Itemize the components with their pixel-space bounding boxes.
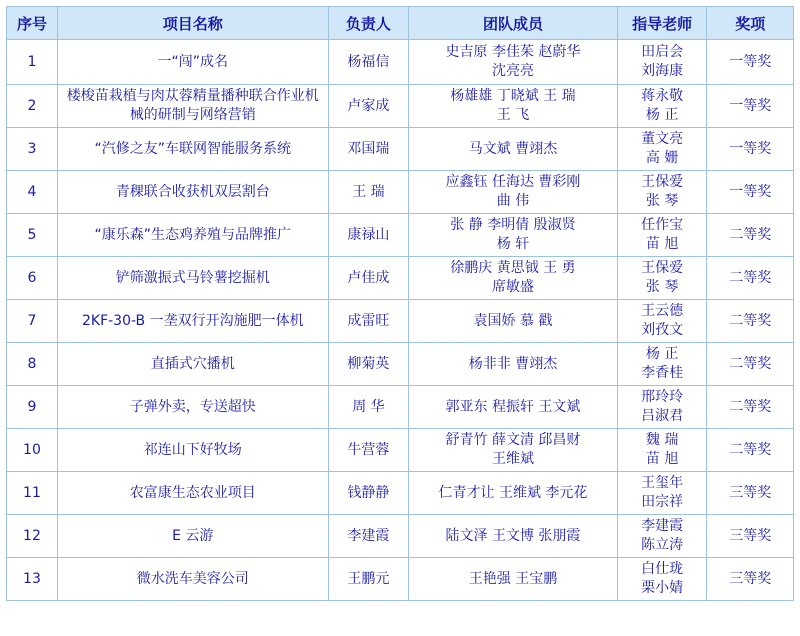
cell-tutor-line: 刘海康 — [641, 63, 684, 79]
header-row — [7, 7, 794, 40]
cell-award: 三等奖 — [707, 558, 794, 601]
cell-award: 一等奖 — [707, 85, 794, 128]
cell-award: 二等奖 — [707, 214, 794, 257]
cell-no: 7 — [7, 300, 58, 343]
cell-tutor — [617, 472, 707, 515]
cell-tutor-line: 田宗祥 — [641, 494, 684, 510]
cell-team — [409, 343, 618, 386]
cell-team-line: 杨非非 曹翊杰 — [468, 355, 558, 372]
cell-leader: 王鹏元 — [328, 558, 408, 601]
cell-project: 青稞联合收获机双层割台 — [57, 171, 328, 214]
header-leader: 负责人 — [328, 7, 408, 40]
cell-tutor-line: 张 琴 — [645, 193, 679, 209]
header-project: 项目名称 — [57, 7, 328, 40]
cell-tutor-line: 王玺年 — [641, 475, 684, 491]
cell-award: 二等奖 — [707, 386, 794, 429]
cell-tutor — [617, 300, 707, 343]
table-row — [7, 128, 794, 171]
cell-team-line: 袁国娇 慕 戳 — [473, 312, 553, 329]
cell-team — [409, 300, 618, 343]
cell-no: 8 — [7, 343, 58, 386]
cell-tutor-line: 吕淑君 — [641, 408, 684, 424]
cell-tutor — [617, 40, 707, 85]
cell-award: 三等奖 — [707, 472, 794, 515]
cell-award: 二等奖 — [707, 300, 794, 343]
cell-team — [409, 214, 618, 257]
cell-team — [409, 386, 618, 429]
cell-award: 一等奖 — [707, 40, 794, 85]
cell-tutor-line: 王保爱 — [641, 260, 684, 276]
header-team: 团队成员 — [409, 7, 618, 40]
table-row — [7, 515, 794, 558]
cell-team-line: 应鑫钰 任海达 曹彩刚 — [445, 174, 581, 190]
cell-no: 13 — [7, 558, 58, 601]
cell-tutor — [617, 343, 707, 386]
cell-project: 一“闯”成名 — [57, 40, 328, 85]
table-row — [7, 343, 794, 386]
table-row — [7, 40, 794, 85]
cell-team-line: 王维斌 — [491, 451, 534, 467]
header-tutor: 指导老师 — [617, 7, 707, 40]
cell-tutor — [617, 429, 707, 472]
cell-team — [409, 558, 618, 601]
cell-leader: 成雷旺 — [328, 300, 408, 343]
cell-team-line: 曲 伟 — [496, 193, 530, 209]
cell-tutor — [617, 257, 707, 300]
cell-tutor-line: 张 琴 — [645, 279, 679, 295]
cell-team-line: 杨 轩 — [496, 236, 530, 252]
table-row — [7, 386, 794, 429]
cell-team-line: 陆文泽 王文博 张朋霞 — [445, 527, 581, 544]
cell-project: 祁连山下好牧场 — [57, 429, 328, 472]
cell-tutor — [617, 171, 707, 214]
cell-no: 9 — [7, 386, 58, 429]
cell-no: 2 — [7, 85, 58, 128]
cell-tutor-line: 苗 旭 — [645, 451, 679, 467]
cell-tutor-line: 苗 旭 — [645, 236, 679, 252]
cell-team-line: 徐鹏庆 黄思钺 王 勇 — [450, 260, 576, 276]
cell-leader: 卢佳成 — [328, 257, 408, 300]
cell-tutor-line: 董文亮 — [641, 131, 684, 147]
cell-team — [409, 429, 618, 472]
cell-team-line: 王艳强 王宝鹏 — [468, 570, 558, 587]
cell-tutor-line: 白仕珑 — [641, 561, 684, 577]
cell-team-line: 杨雄雄 丁晓斌 王 瑞 — [450, 88, 576, 104]
cell-tutor-line: 任作宝 — [641, 217, 684, 233]
cell-team — [409, 85, 618, 128]
header-award: 奖项 — [707, 7, 794, 40]
cell-leader: 王 瑞 — [328, 171, 408, 214]
cell-tutor — [617, 386, 707, 429]
cell-project: E 云游 — [57, 515, 328, 558]
table-row — [7, 257, 794, 300]
cell-tutor-line: 王云德 — [641, 303, 684, 319]
cell-team — [409, 257, 618, 300]
cell-award: 二等奖 — [707, 429, 794, 472]
cell-tutor — [617, 85, 707, 128]
cell-leader: 周 华 — [328, 386, 408, 429]
cell-project: 直插式穴播机 — [57, 343, 328, 386]
table-header — [7, 7, 794, 40]
cell-project: 子弹外卖，专送超快 — [57, 386, 328, 429]
cell-no: 11 — [7, 472, 58, 515]
cell-leader: 钱静静 — [328, 472, 408, 515]
cell-project: “康乐森”生态鸡养殖与品牌推广 — [57, 214, 328, 257]
cell-tutor-line: 邢玲玲 — [641, 389, 684, 405]
cell-no: 4 — [7, 171, 58, 214]
table-row — [7, 429, 794, 472]
cell-award: 三等奖 — [707, 515, 794, 558]
table-row — [7, 558, 794, 601]
cell-no: 6 — [7, 257, 58, 300]
cell-team-line: 舒青竹 薛文清 邱昌财 — [445, 432, 581, 448]
cell-no: 5 — [7, 214, 58, 257]
table-body — [7, 40, 794, 601]
cell-tutor — [617, 515, 707, 558]
cell-award: 一等奖 — [707, 171, 794, 214]
header-no: 序号 — [7, 7, 58, 40]
cell-project: 楼梭苗栽植与肉苁蓉精量播种联合作业机械的研制与网络营销 — [57, 85, 328, 128]
cell-tutor-line: 田启会 — [641, 44, 684, 60]
cell-team-line: 仁青才让 王维斌 李元花 — [438, 484, 588, 501]
table-row — [7, 85, 794, 128]
table-row — [7, 214, 794, 257]
cell-no: 12 — [7, 515, 58, 558]
cell-tutor-line: 刘孜文 — [641, 322, 684, 338]
cell-tutor — [617, 558, 707, 601]
cell-team-line: 史吉原 李佳茱 赵蔚华 — [445, 44, 581, 60]
cell-team-line: 沈亮亮 — [491, 63, 534, 79]
cell-leader: 牛营蓉 — [328, 429, 408, 472]
cell-no: 3 — [7, 128, 58, 171]
cell-project: “汽修之友”车联网智能服务系统 — [57, 128, 328, 171]
cell-tutor-line: 杨 正 — [645, 107, 679, 123]
cell-team — [409, 128, 618, 171]
cell-team-line: 郭亚东 程振轩 王文斌 — [445, 398, 581, 415]
award-list-table — [6, 6, 794, 601]
award-list-table-container — [6, 6, 794, 601]
cell-tutor-line: 李建霞 — [641, 518, 684, 534]
cell-tutor-line: 陈立涛 — [641, 537, 684, 553]
cell-team-line: 席敏盛 — [491, 279, 534, 295]
cell-award: 二等奖 — [707, 343, 794, 386]
table-row — [7, 171, 794, 214]
cell-team — [409, 472, 618, 515]
cell-tutor — [617, 128, 707, 171]
cell-tutor-line: 高 姗 — [645, 150, 679, 166]
cell-tutor-line: 王保爱 — [641, 174, 684, 190]
table-row — [7, 472, 794, 515]
cell-leader: 康禄山 — [328, 214, 408, 257]
table-row — [7, 300, 794, 343]
cell-leader: 李建霞 — [328, 515, 408, 558]
cell-project: 农富康生态农业项目 — [57, 472, 328, 515]
cell-no: 1 — [7, 40, 58, 85]
cell-team — [409, 40, 618, 85]
cell-tutor-line: 魏 瑞 — [645, 432, 679, 448]
cell-leader: 杨福信 — [328, 40, 408, 85]
cell-no: 10 — [7, 429, 58, 472]
cell-tutor — [617, 214, 707, 257]
cell-project: 微水洗车美容公司 — [57, 558, 328, 601]
cell-leader: 邓国瑞 — [328, 128, 408, 171]
cell-tutor-line: 杨 正 — [645, 346, 679, 362]
cell-award: 一等奖 — [707, 128, 794, 171]
cell-tutor-line: 李香桂 — [641, 365, 684, 381]
cell-leader: 卢家成 — [328, 85, 408, 128]
cell-project: 铲筛激振式马铃薯挖掘机 — [57, 257, 328, 300]
cell-team — [409, 171, 618, 214]
cell-team-line: 张 静 李明倩 殷淑贤 — [450, 217, 576, 233]
cell-project: 2KF-30-B 一垄双行开沟施肥一体机 — [57, 300, 328, 343]
cell-tutor-line: 栗小婧 — [641, 580, 684, 596]
cell-team-line: 王 飞 — [496, 107, 530, 123]
cell-team-line: 马文斌 曹翊杰 — [468, 140, 558, 157]
cell-tutor-line: 蒋永敬 — [641, 88, 684, 104]
cell-leader: 柳菊英 — [328, 343, 408, 386]
cell-award: 二等奖 — [707, 257, 794, 300]
cell-team — [409, 515, 618, 558]
